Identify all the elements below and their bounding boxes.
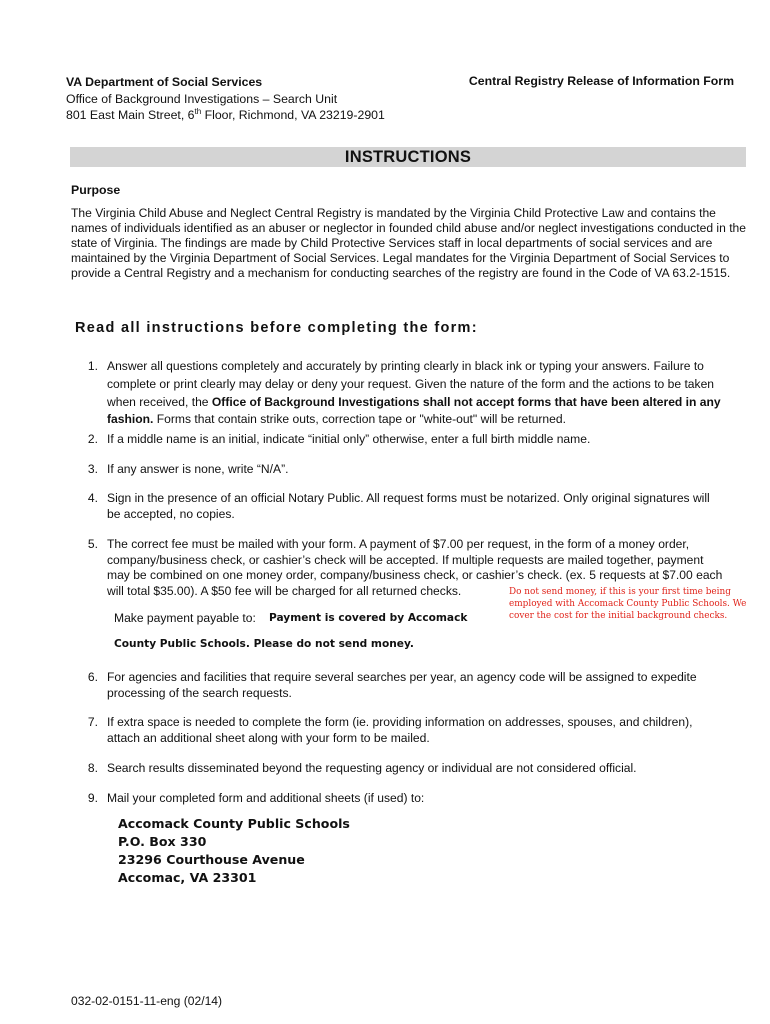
org-name: VA Department of Social Services [66,75,263,89]
read-instructions-heading: Read all instructions before completing the form: [75,320,478,336]
mailing-address [118,815,350,887]
mailing-address-line-1: Accomack County Public Schools [118,816,350,831]
mailing-address-line-4: Accomac, VA 23301 [118,870,257,885]
instruction-item-2: 2. If a middle name is an initial, indicate “initial only” otherwise, enter a full birth middle name. [87,432,591,446]
office-address: 801 East Main Street, 6th Floor, Richmond, VA 23219-2901 [66,106,385,122]
instruction-item-3: 3. If any answer is none, write “N/A”. [87,462,289,476]
instruction-item-8: 8. Search results disseminated beyond the requesting agency or individual are not considered official. [87,761,637,775]
office-name: Office of Background Investigations – Search Unit [66,91,338,106]
purpose-paragraph: The Virginia Child Abuse and Neglect Central Registry is mandated by the Virginia Child Protective Law and contains the names of individuals identified as an abuser or neglector in founded child abuse and/or neglect investigations conducted in the state of Virginia. The findings are made by Child Protective Services staff in local departments of social services and are maintained by the Virginia Department of Social Services. Legal mandates for the Virginia Department of Social Services to provide a Central Registry and a mechanism for conducting searches of the registry are found in the Code of VA 63.2-1515. [71,206,747,280]
instruction-item-4: 4. Sign in the presence of an official Notary Public. All request forms must be notarized. Only original signatures will be accepted, no copies. [87,491,710,521]
purpose-heading: Purpose [71,183,121,197]
form-number-footer: 032-02-0151-11-eng (02/14) [71,994,223,1008]
mailing-address-line-3: 23296 Courthouse Avenue [118,852,305,867]
instruction-item-7: 7. If extra space is needed to complete the form (ie. providing information on addresses, spouses, and children), attach an additional sheet along with your form to be mailed. [87,715,693,745]
mailing-address-line-2: P.O. Box 330 [118,834,207,849]
instruction-item-1: 1. Answer all questions completely and accurately by printing clearly in black ink or typing your answers. Failure to complete or print clearly may delay or deny your request. Given the nature of the form and the actions to be taken when received, the Office of Background Investigations shall not accept forms that have been altered in any fashion. Forms that contain strike outs, correction tape or "white-out" will be returned. [87,359,721,427]
instruction-item-9: 9. Mail your completed form and additional sheets (if used) to: [87,791,425,805]
payment-label: Make payment payable to: [114,611,256,625]
form-title: Central Registry Release of Information Form [468,74,734,88]
payment-note-line-1: Payment is covered by Accomack [269,612,468,624]
header-address-block [66,74,385,124]
instruction-item-6: 6. For agencies and facilities that require several searches per year, an agency code will be assigned to expedite processing of the search requests. [87,670,697,700]
payment-note-line-2: County Public Schools. Please do not send money. [114,638,414,650]
instructions-banner: INSTRUCTIONS [70,147,746,167]
red-annotation-note: Do not send money, if this is your first time being employed with Accomack County Public Schools. We cover the cost for the initial background checks. [509,587,747,621]
instruction-item-5: 5. The correct fee must be mailed with your form. A payment of $7.00 per request, in the form of a money order, company/business check, or cashier’s check will be accepted. If multiple requests are mailed together, payment may be combined on one money order, company/business check, or cashier’s check. (ex. 5 requests at $7.00 each will total $35.00). A $50 fee will be charged for all returned checks. [87,537,723,598]
